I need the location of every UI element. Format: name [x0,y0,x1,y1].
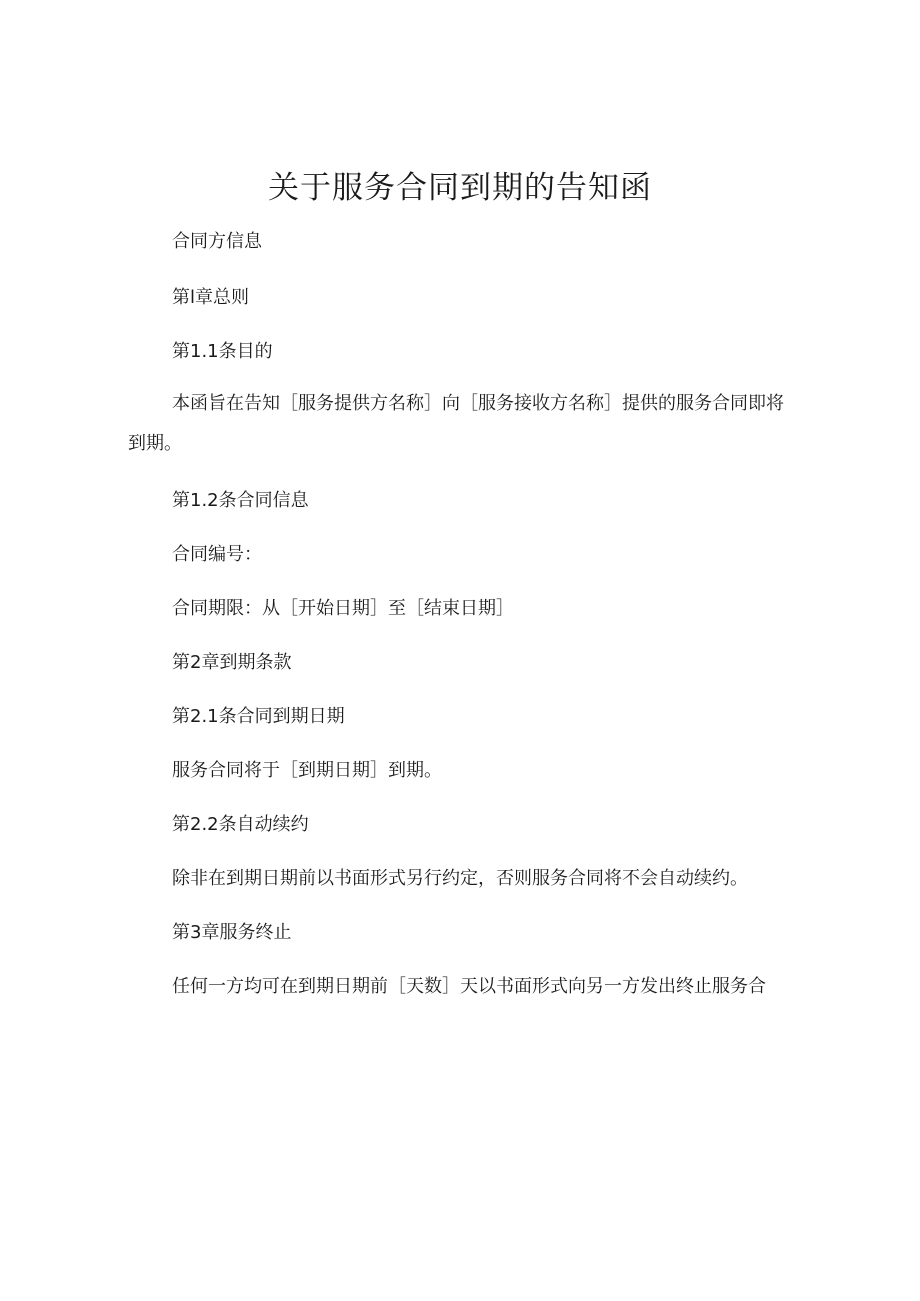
section-heading-party-info: 合同方信息 [172,231,262,252]
document-title: 关于服务合同到期的告知函 [268,170,652,206]
termination-line: 任何一方均可在到期日期前［天数］天以书面形式向另一方发出终止服务合 [172,976,766,997]
chapter-heading-3: 第3章服务终止 [172,922,292,943]
auto-renewal-line: 除非在到期日期前以书面形式另行约定，否则服务合同将不会自动续约。 [172,868,748,889]
article-heading-1-2: 第1.2条合同信息 [172,490,309,511]
chapter-heading-1: 第l章总则 [172,287,250,308]
article-heading-2-1: 第2.1条合同到期日期 [172,706,345,727]
article-heading-1-1: 第1.1条目的 [172,341,273,362]
contract-term-line: 合同期限：从［开始日期］至［结束日期］ [172,598,514,619]
paragraph-purpose: 本函旨在告知［服务提供方名称］向［服务接收方名称］提供的服务合同即将到期。 [128,393,784,454]
chapter-heading-2: 第2章到期条款 [172,652,292,673]
article-heading-2-2: 第2.2条自动续约 [172,814,309,835]
expiry-date-line: 服务合同将于［到期日期］到期。 [172,760,442,781]
contract-number-line: 合同编号： [172,544,262,565]
